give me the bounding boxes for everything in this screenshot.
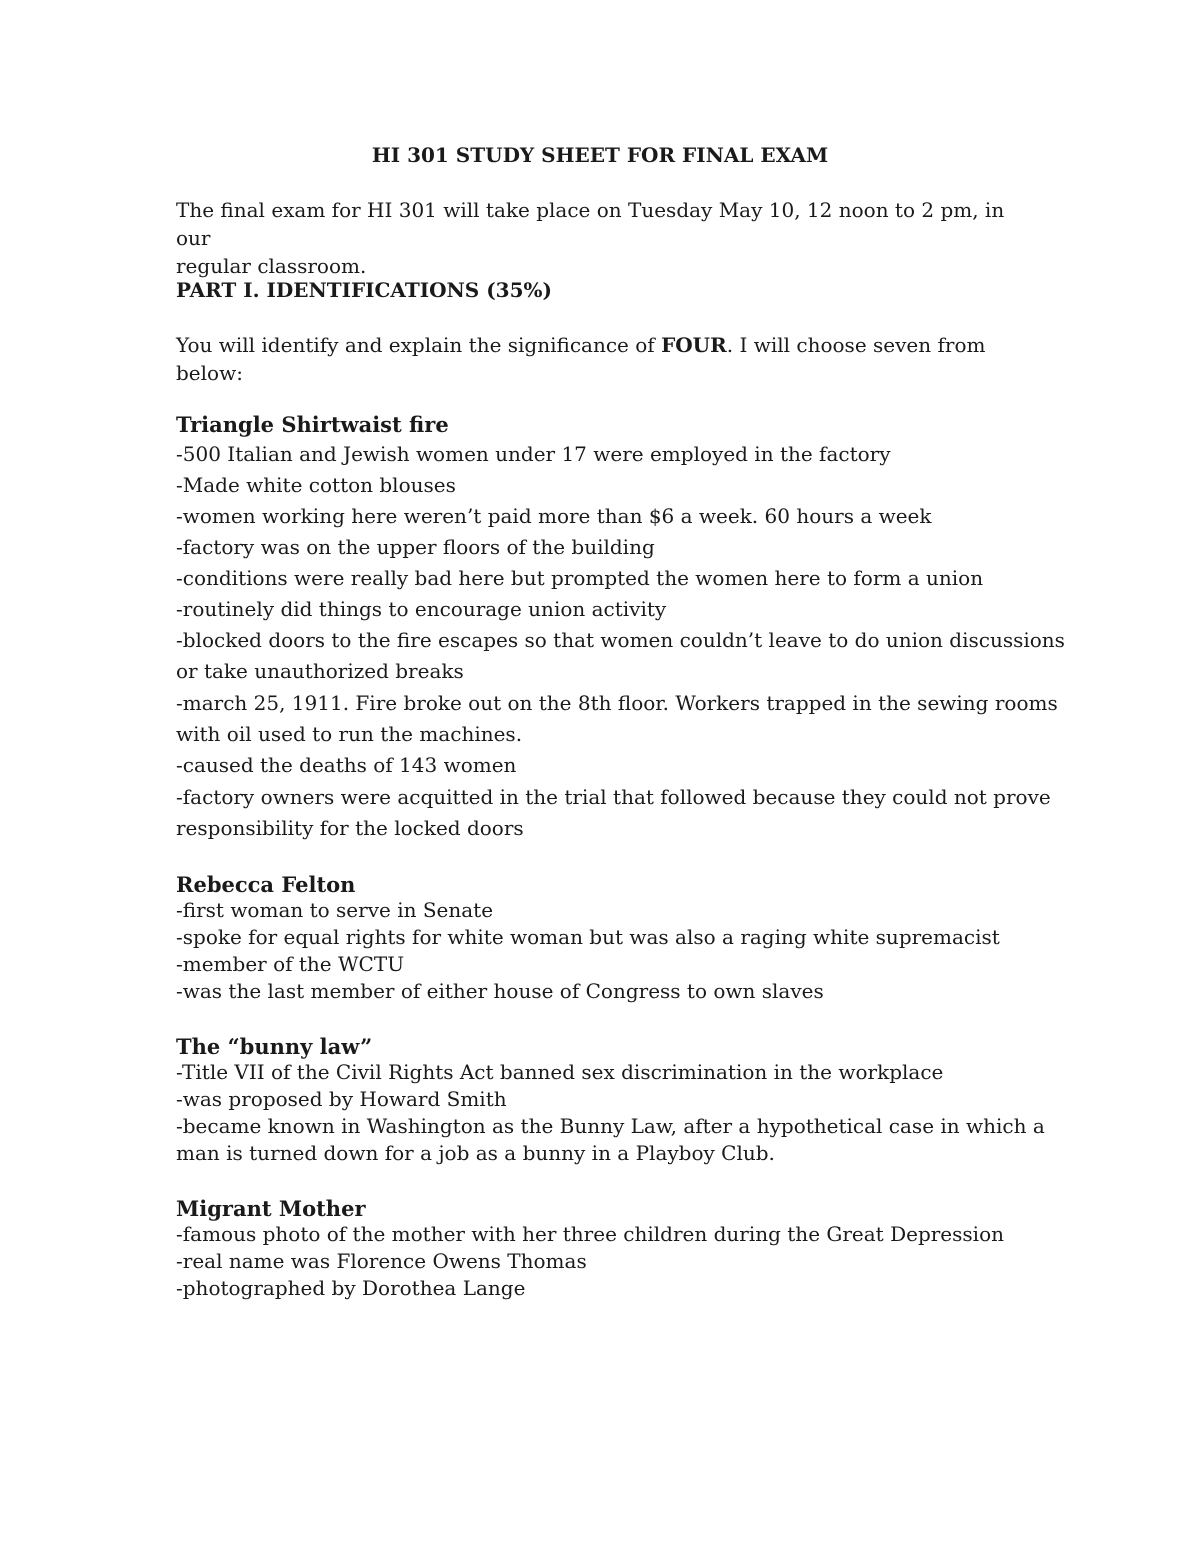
instructions-line-1 [176, 331, 1006, 359]
section-line: -women working here weren’t paid more than $6 a week. 60 hours a week [176, 504, 932, 528]
section-heading: Triangle Shirtwaist fire [176, 412, 449, 437]
section-heading: Rebecca Felton [176, 872, 356, 897]
section-line: with oil used to run the machines. [176, 722, 523, 746]
instructions-emphasis: FOUR [661, 333, 727, 357]
instructions-text-after: . I will choose seven from [726, 333, 986, 357]
section-line: -photographed by Dorothea Lange [176, 1276, 526, 1300]
section-line: -Title VII of the Civil Rights Act banned sex discrimination in the workplace [176, 1060, 944, 1084]
section-line: -factory owners were acquitted in the trial that followed because they could not prove [176, 785, 1051, 809]
section-line: -became known in Washington as the Bunny Law, after a hypothetical case in which a [176, 1114, 1045, 1138]
section-heading: The “bunny law” [176, 1034, 373, 1059]
intro-line-2: regular classroom. [176, 254, 367, 278]
part-1-heading: PART I. IDENTIFICATIONS (35%) [176, 278, 552, 302]
section-line: -famous photo of the mother with her three children during the Great Depression [176, 1222, 1004, 1246]
instructions-line-2: below: [176, 361, 243, 385]
section-line: -500 Italian and Jewish women under 17 were employed in the factory [176, 442, 891, 466]
section-line: -was the last member of either house of Congress to own slaves [176, 979, 824, 1003]
section-line: -real name was Florence Owens Thomas [176, 1249, 587, 1273]
part-1-instructions [176, 331, 1006, 387]
section-line: -factory was on the upper floors of the building [176, 535, 655, 559]
section-line: -Made white cotton blouses [176, 473, 456, 497]
document-title: HI 301 STUDY SHEET FOR FINAL EXAM [371, 143, 829, 167]
section-line: man is turned down for a job as a bunny in a Playboy Club. [176, 1141, 775, 1165]
section-line: or take unauthorized breaks [176, 659, 464, 683]
section-line: -spoke for equal rights for white woman but was also a raging white supremacist [176, 925, 1000, 949]
section-line: -blocked doors to the fire escapes so that women couldn’t leave to do union discussions [176, 628, 1065, 652]
section-line: -march 25, 1911. Fire broke out on the 8th floor. Workers trapped in the sewing rooms [176, 691, 1058, 715]
section-heading: Migrant Mother [176, 1196, 366, 1221]
section-line: -member of the WCTU [176, 952, 405, 976]
section-line: -routinely did things to encourage union activity [176, 597, 667, 621]
intro-line-1: The final exam for HI 301 will take place on Tuesday May 10, 12 noon to 2 pm, in our [176, 198, 1005, 250]
section-line: -caused the deaths of 143 women [176, 753, 517, 777]
intro-paragraph [176, 196, 1006, 280]
section-line: -conditions were really bad here but prompted the women here to form a union [176, 566, 984, 590]
section-line: responsibility for the locked doors [176, 816, 524, 840]
instructions-text-before: You will identify and explain the significance of [176, 333, 662, 357]
section-line: -first woman to serve in Senate [176, 898, 494, 922]
section-line: -was proposed by Howard Smith [176, 1087, 507, 1111]
